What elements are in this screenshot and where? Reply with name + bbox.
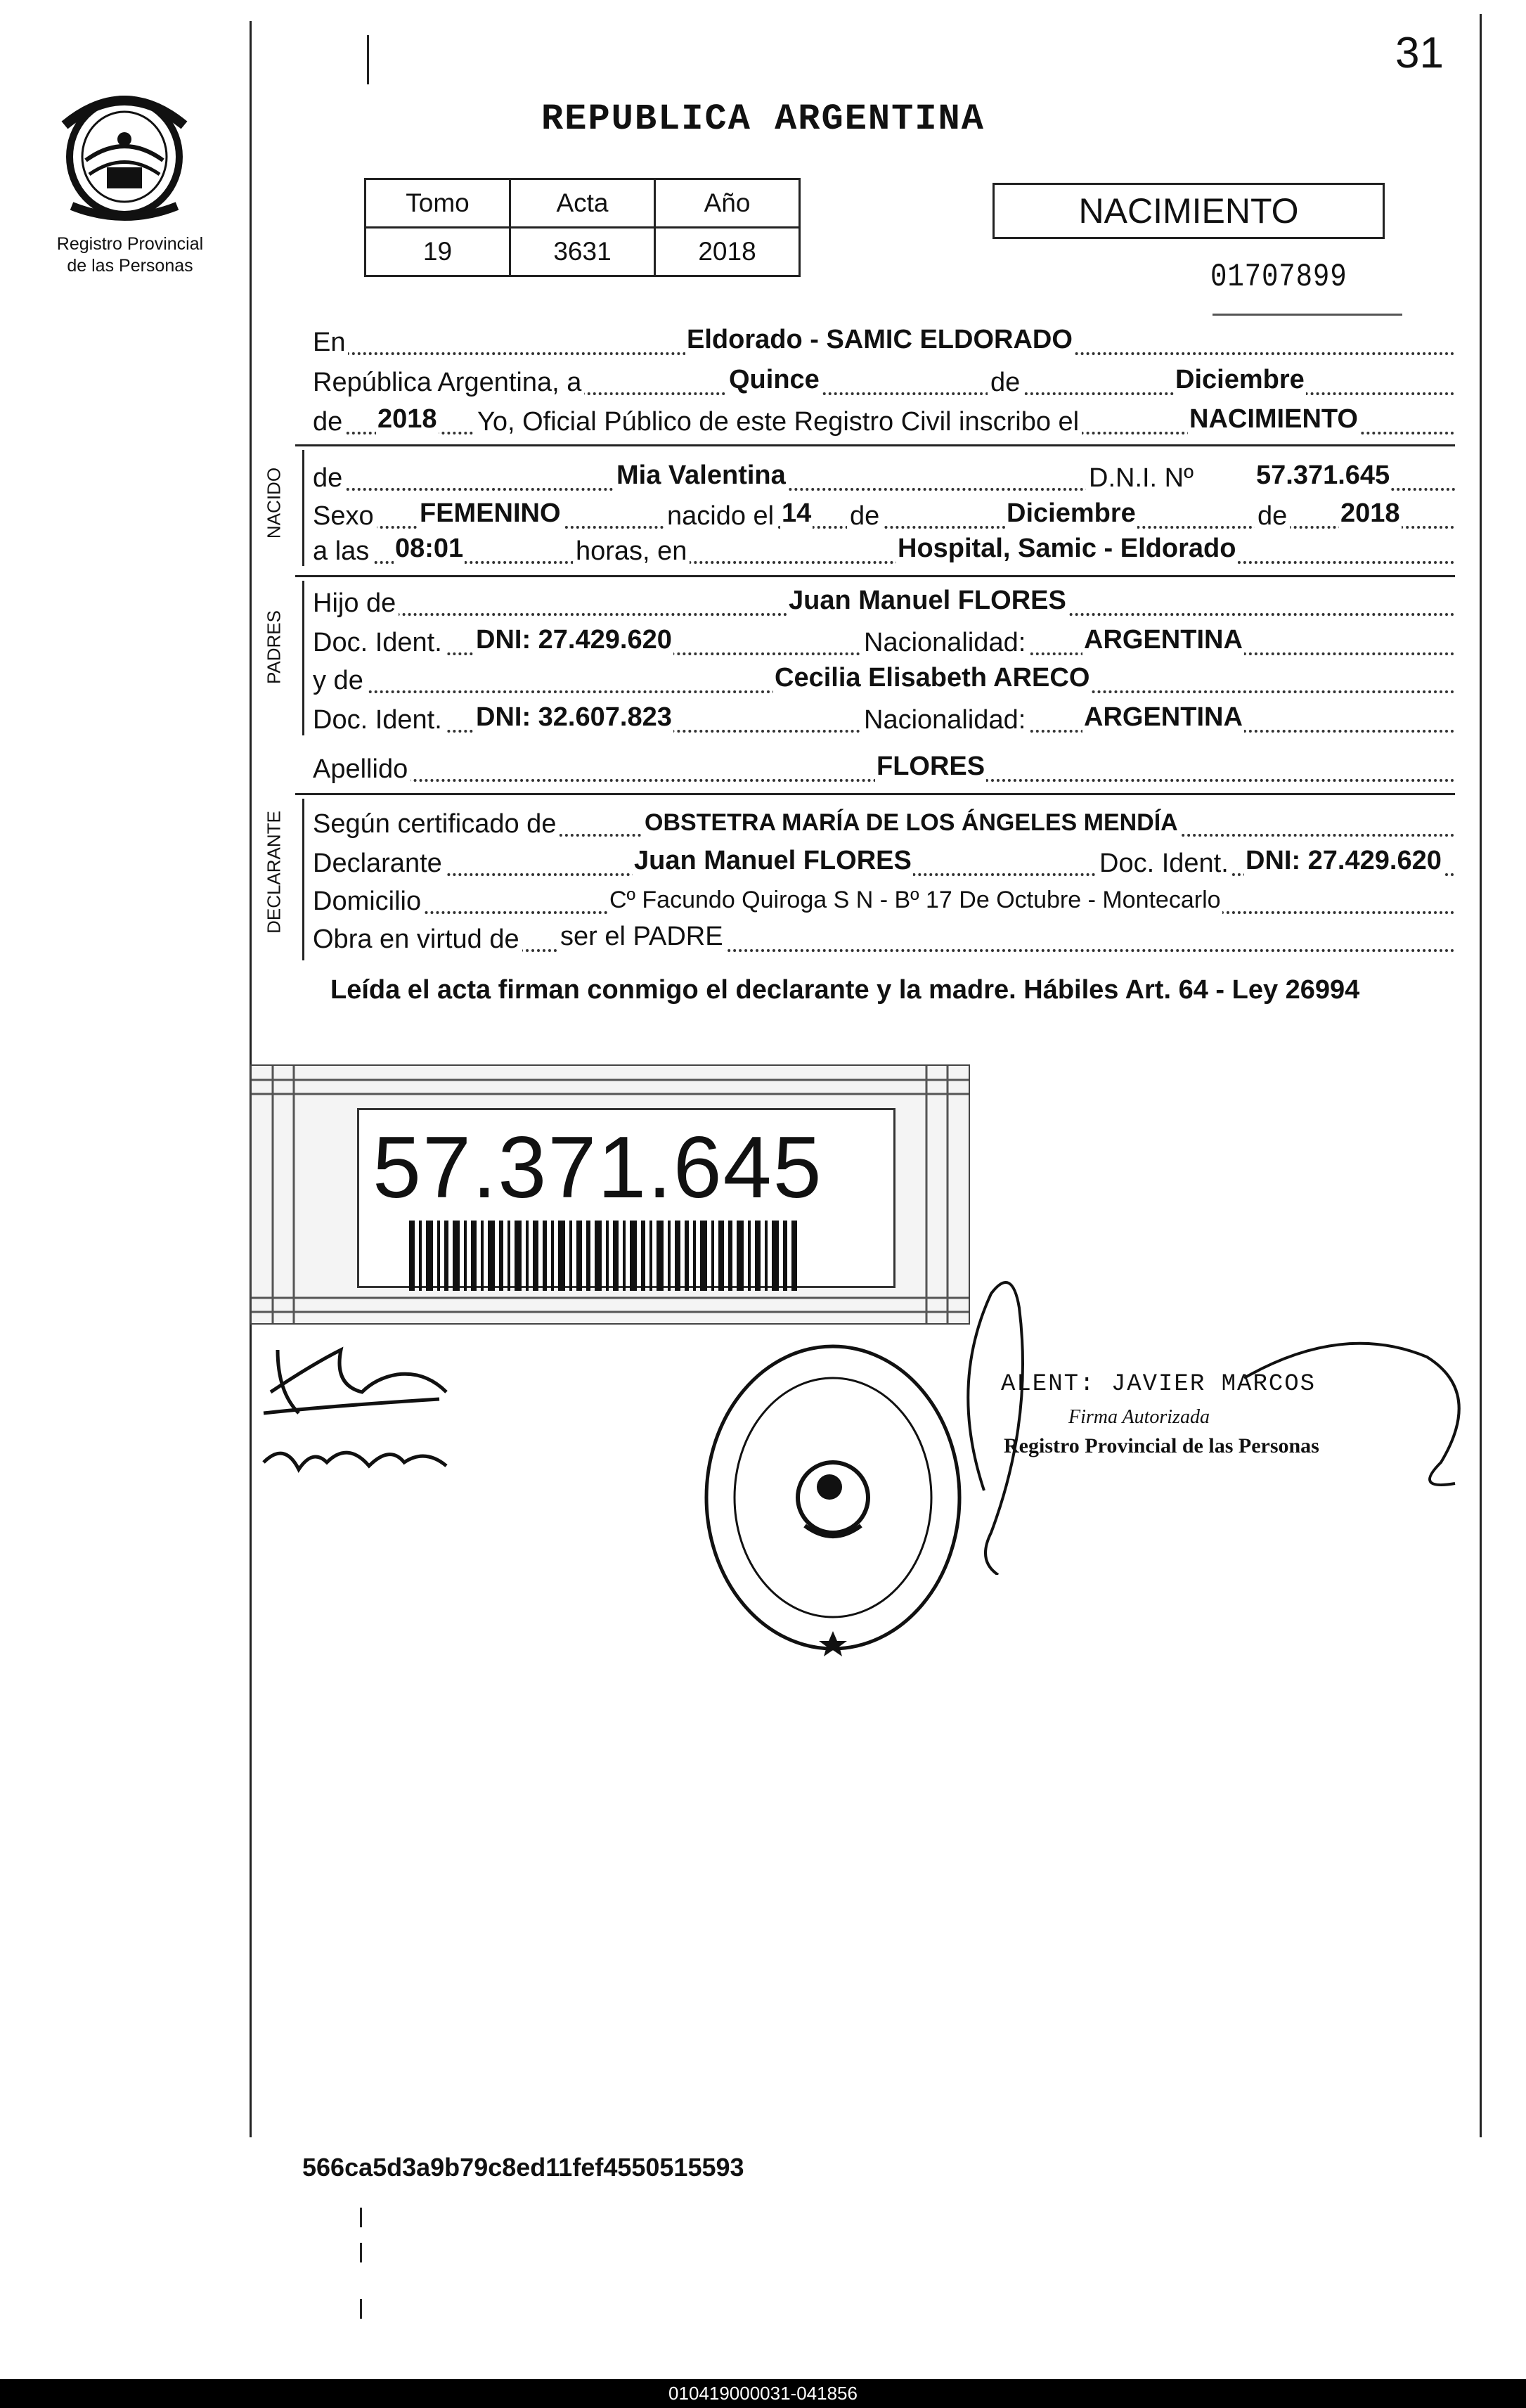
capacity-row: Obra en virtud de ser el PADRE — [313, 917, 1455, 956]
declarant-capacity: ser el PADRE — [560, 922, 723, 951]
barcode — [409, 1221, 803, 1291]
mother-doc: DNI: 32.607.823 — [476, 702, 672, 732]
registry-name: Registro Provincial de las Personas — [56, 234, 204, 276]
header-ano: Año — [655, 179, 800, 228]
section-declarante: DECLARANTE — [263, 811, 285, 934]
father-row: Hijo de Juan Manuel FLORES — [313, 581, 1455, 620]
born-year: 2018 — [1340, 498, 1400, 528]
declarant-row: Declarante Juan Manuel FLORES Doc. Ident. DNI: 27.429.620 — [313, 841, 1455, 880]
registration-place-row: En Eldorado - SAMIC ELDORADO — [313, 320, 1455, 359]
document-type-box: NACIMIENTO — [992, 183, 1385, 239]
born-sex: FEMENINO — [420, 498, 561, 528]
registration-date-row: República Argentina, a Quince de Diciembre — [313, 360, 1455, 399]
section-bracket — [302, 799, 304, 960]
dni-card-number: 57.371.645 — [373, 1119, 823, 1216]
surname-value: FLORES — [877, 752, 985, 781]
declarant-address: Cº Facundo Quiroga S N - Bº 17 De Octubre - Montecarlo — [609, 887, 1221, 913]
official-stamp-icon — [692, 1336, 974, 1659]
father-nationality: ARGENTINA — [1084, 625, 1243, 655]
tick — [360, 2243, 362, 2262]
father-name: Juan Manuel FLORES — [789, 586, 1066, 615]
value-tomo: 19 — [366, 228, 510, 276]
certificate-issuer: OBSTETRA MARÍA DE LOS ÁNGELES MENDÍA — [645, 809, 1178, 836]
mother-doc-row: Doc. Ident. DNI: 32.607.823 Nacionalidad: ARGENTINA — [313, 697, 1455, 737]
separator — [295, 575, 1455, 577]
father-doc-row: Doc. Ident. DNI: 27.429.620 Nacionalidad: ARGENTINA — [313, 620, 1455, 659]
separator — [295, 444, 1455, 446]
registration-year: 2018 — [377, 404, 437, 434]
born-dni: 57.371.645 — [1256, 461, 1390, 490]
section-padres: PADRES — [263, 610, 285, 684]
born-time-row: a las 08:01 horas, en Hospital, Samic - Eldorado — [313, 529, 1455, 568]
closing-statement: Leída el acta firman conmigo el declarante y la madre. Hábiles Art. 64 - Ley 26994 — [330, 975, 1360, 1005]
born-name-row: de Mia Valentina D.N.I. Nº 57.371.645 — [313, 456, 1455, 495]
born-name: Mia Valentina — [616, 461, 786, 490]
value-ano: 2018 — [655, 228, 800, 276]
surname-row: Apellido FLORES — [313, 747, 1455, 786]
registration-act-row: de 2018 Yo, Oficial Público de este Registro Civil inscribo el NACIMIENTO — [313, 399, 1455, 439]
born-sex-row: Sexo FEMENINO nacido el 14 de Diciembre de 2018 — [313, 494, 1455, 533]
registration-day: Quince — [729, 365, 820, 394]
born-day: 14 — [782, 498, 812, 528]
father-doc: DNI: 27.429.620 — [476, 625, 672, 655]
separator — [295, 793, 1455, 795]
header-tomo: Tomo — [366, 179, 510, 228]
born-place: Hospital, Samic - Eldorado — [898, 534, 1236, 563]
authorized-office: Registro Provincial de las Personas — [1004, 1434, 1319, 1457]
address-row: Domicilio Cº Facundo Quiroga S N - Bº 17 De Octubre - Montecarlo — [313, 879, 1455, 918]
registration-month: Diciembre — [1175, 365, 1305, 394]
signature-icon — [257, 1322, 467, 1505]
authorization-signature-icon — [949, 1280, 1525, 1575]
tick — [360, 2208, 362, 2227]
mother-nationality: ARGENTINA — [1084, 702, 1243, 732]
serial-number: 01707899 — [1210, 259, 1347, 295]
header-acta: Acta — [510, 179, 655, 228]
registration-place: Eldorado - SAMIC ELDORADO — [687, 325, 1073, 354]
section-bracket — [302, 450, 304, 566]
declarant-name: Juan Manuel FLORES — [634, 846, 912, 875]
registration-act: NACIMIENTO — [1189, 404, 1358, 434]
authorized-role: Firma Autorizada — [1068, 1406, 1210, 1428]
section-bracket — [302, 581, 304, 735]
authorized-officer: ALENT: JAVIER MARCOS — [1001, 1371, 1317, 1398]
reference-table — [364, 178, 801, 277]
certificate-row: Según certificado de OBSTETRA MARÍA DE LOS ÁNGELES MENDÍA — [313, 801, 1455, 841]
mother-row: y de Cecilia Elisabeth ARECO — [313, 658, 1455, 697]
top-tick — [367, 35, 369, 84]
declarant-doc: DNI: 27.429.620 — [1246, 846, 1442, 875]
section-nacido: NACIDO — [263, 467, 285, 539]
born-month: Diciembre — [1007, 498, 1136, 528]
right-margin-line — [1480, 14, 1482, 2137]
document-title: REPUBLICA ARGENTINA — [541, 98, 985, 140]
born-time: 08:01 — [395, 534, 464, 563]
tick — [360, 2299, 362, 2319]
serial-underline — [1213, 314, 1402, 316]
footer-code: 010419000031-041856 — [0, 2379, 1526, 2408]
document-hash: 566ca5d3a9b79c8ed11fef4550515593 — [302, 2153, 744, 2182]
value-acta: 3631 — [510, 228, 655, 276]
mother-name: Cecilia Elisabeth ARECO — [775, 663, 1090, 693]
page-number: 31 — [1395, 29, 1444, 77]
